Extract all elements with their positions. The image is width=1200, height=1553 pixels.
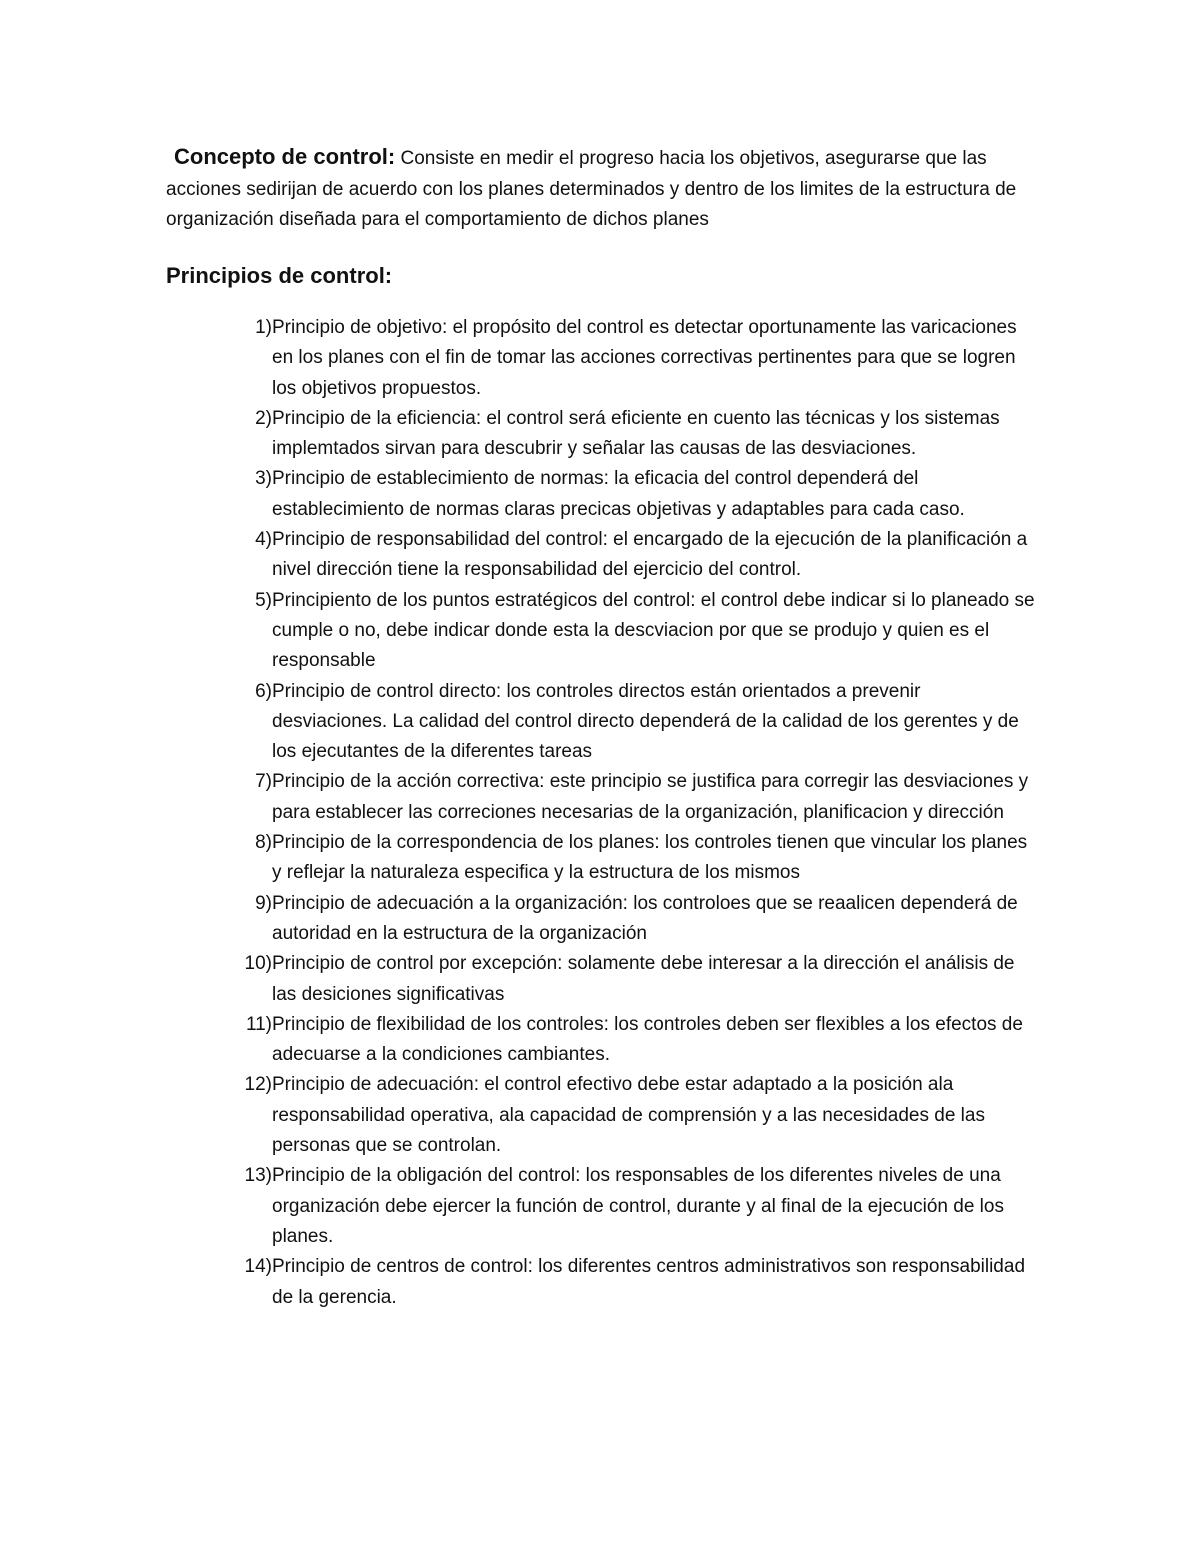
list-item-text: Principio de adecuación a la organización: los controloes que se reaalicen dependerá de autoridad en la estructura de la organización xyxy=(272,892,1018,944)
list-item-text: Principio de centros de control: los diferentes centros administrativos son responsabilidad de la gerencia. xyxy=(272,1256,1026,1308)
list-item-number: 2) xyxy=(255,407,272,429)
list-item-number: 8) xyxy=(255,832,272,854)
list-item-text: Principio de control por excepción: solamente debe interesar a la dirección el análisis de las desiciones significativas xyxy=(272,953,1015,1005)
list-item-number: 11) xyxy=(245,1013,272,1035)
intro-definition: Consiste en medir el progreso hacia los objetivos, asegurarse que las acciones sedirijan de acuerdo con los planes determinados y dentro de los limites de la estructura de organización diseñada para el comportamiento de dichos planes xyxy=(166,148,1017,230)
list-item xyxy=(230,677,1040,768)
list-item xyxy=(230,313,1040,404)
list-item xyxy=(230,1161,1040,1252)
list-item xyxy=(230,949,1040,1010)
list-item-number: 6) xyxy=(255,680,272,702)
list-item-text: Principio de control directo: los controles directos están orientados a prevenir desviaciones. La calidad del control directo dependerá de la calidad de los gerentes y de los ejecutantes de la diferentes tareas xyxy=(272,680,1019,763)
list-item xyxy=(230,404,1040,465)
list-item-number: 3) xyxy=(255,468,272,490)
list-item-text: Principio de responsabilidad del control: el encargado de la ejecución de la planificación a nivel dirección tiene la responsabilidad del ejercicio del control. xyxy=(272,529,1028,581)
list-item xyxy=(230,586,1040,677)
list-item xyxy=(230,464,1040,525)
list-item xyxy=(230,1252,1040,1313)
list-item xyxy=(230,525,1040,586)
list-item xyxy=(230,828,1040,889)
list-item xyxy=(230,1070,1040,1161)
intro-paragraph xyxy=(166,142,1046,236)
list-item-text: Principio de objetivo: el propósito del control es detectar oportunamente las varicaciones en los planes con el fin de tomar las acciones correctivas pertinentes para que se logren los objetivos propuestos. xyxy=(272,317,1017,399)
list-item-number: 7) xyxy=(255,771,272,793)
list-item xyxy=(230,889,1040,950)
list-item-text: Principio de la eficiencia: el control será eficiente en cuento las técnicas y los sistemas implemtados sirvan para descubrir y señalar las causas de las desviaciones. xyxy=(272,407,1000,460)
list-item-number: 14) xyxy=(244,1256,272,1278)
list-item-number: 4) xyxy=(255,529,272,551)
section-title: Principios de control: xyxy=(166,263,393,288)
list-item-text: Principio de flexibilidad de los controles: los controles deben ser flexibles a los efectos de adecuarse a la condiciones cambiantes. xyxy=(272,1013,1023,1066)
list-item xyxy=(230,1010,1040,1071)
list-item xyxy=(230,767,1040,828)
principles-list xyxy=(230,313,1040,1313)
list-item-text: Principio de la acción correctiva: este principio se justifica para corregir las desviaciones y para establecer las correciones necesarias de la organización, planificacion y dirección xyxy=(272,771,1029,823)
list-item-text: Principio de la obligación del control: los responsables de los diferentes niveles de una organización debe ejercer la función de control, durante y al final de la ejecución de los planes. xyxy=(272,1165,1004,1247)
list-item-text: Principio de adecuación: el control efectivo debe estar adaptado a la posición ala responsabilidad operativa, ala capacidad de comprensión y a las necesidades de las personas que se controlan. xyxy=(272,1074,985,1157)
list-item-text: Principio de establecimiento de normas: la eficacia del control dependerá del establecimiento de normas claras precicas objetivas y adaptables para cada caso. xyxy=(272,468,965,520)
list-item-text: Principiento de los puntos estratégicos del control: el control debe indicar si lo planeado se cumple o no, debe indicar donde esta la descviacion por que se produjo y quien es el responsable xyxy=(272,589,1035,672)
list-item-number: 13) xyxy=(244,1165,272,1187)
list-item-number: 10) xyxy=(244,953,272,975)
list-item-number: 5) xyxy=(255,589,272,611)
list-item-number: 12) xyxy=(244,1074,272,1096)
list-item-number: 9) xyxy=(255,892,272,914)
intro-term: Concepto de control: xyxy=(174,144,396,169)
list-item-number: 1) xyxy=(255,317,272,338)
list-item-text: Principio de la correspondencia de los planes: los controles tienen que vincular los planes y reflejar la naturaleza especifica y la estructura de los mismos xyxy=(272,832,1028,884)
